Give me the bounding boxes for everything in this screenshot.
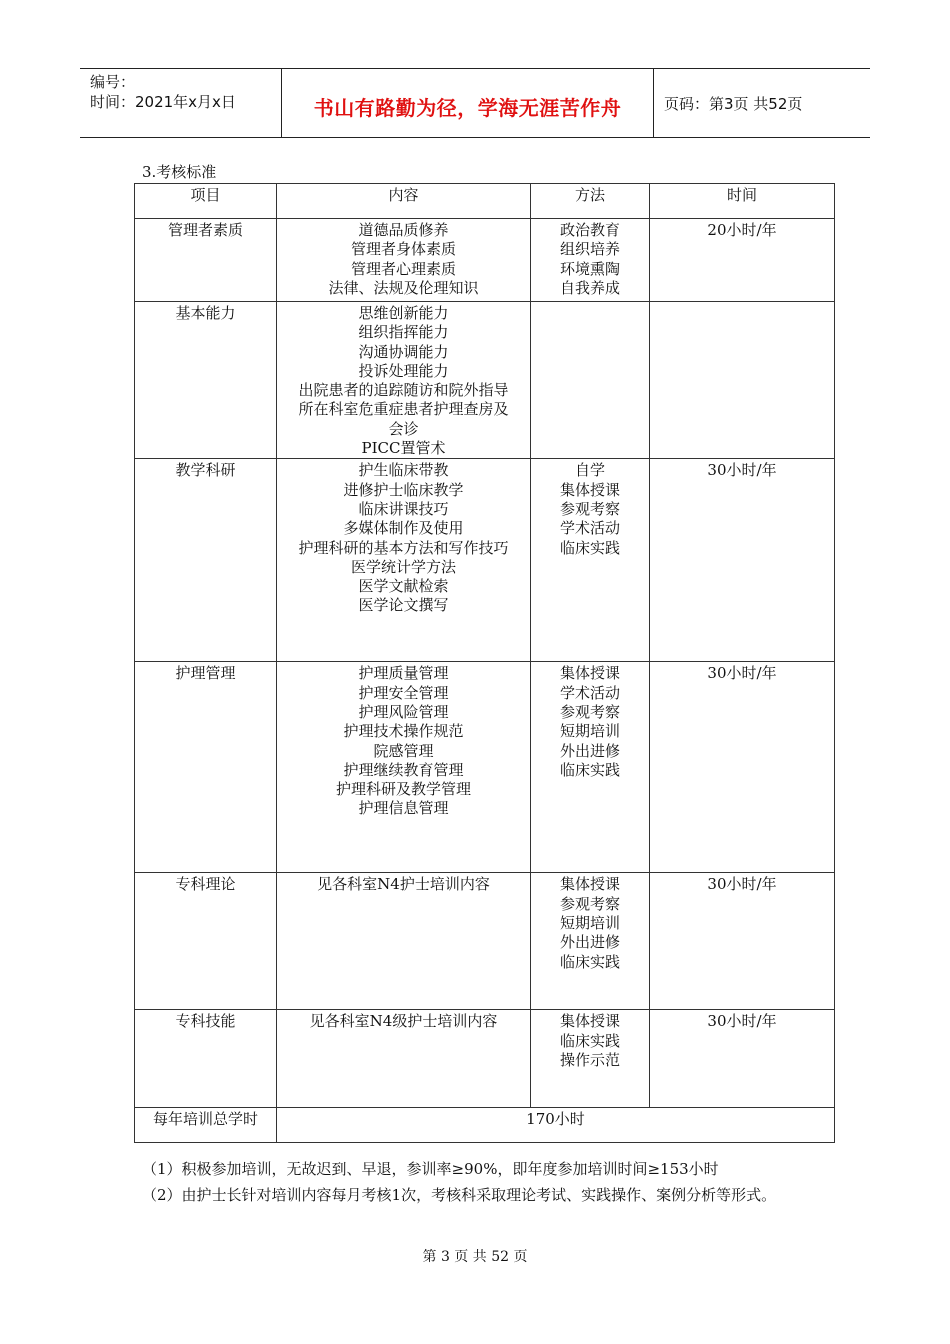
- content-line: 沟通协调能力: [358, 342, 449, 361]
- method-line: 外出进修: [559, 741, 620, 760]
- method-line: 临床实践: [559, 952, 620, 971]
- row-content: [277, 1010, 531, 1108]
- content-line: 思维创新能力: [358, 304, 449, 322]
- column-header-item: 项目: [135, 184, 277, 219]
- row-item: 基本能力: [135, 302, 277, 459]
- row-item: 管理者素质: [135, 219, 277, 302]
- content-line: 临床讲课技巧: [358, 499, 449, 518]
- content-line: 护理安全管理: [358, 683, 449, 702]
- notes: [142, 1156, 822, 1208]
- row-time: 30小时/年: [650, 1010, 835, 1108]
- row-time: 20小时/年: [650, 219, 835, 302]
- total-row: [135, 1108, 835, 1143]
- content-line: 道德品质修养: [358, 221, 449, 239]
- table-row: [135, 459, 835, 662]
- method-line: 操作示范: [559, 1050, 620, 1069]
- method-line: 临床实践: [559, 538, 620, 557]
- row-item: 教学科研: [135, 459, 277, 662]
- content-line: 会诊: [388, 419, 419, 438]
- row-item: 专科理论: [135, 873, 277, 1010]
- content-line: 进修护士临床教学: [343, 480, 464, 499]
- note-item: （1）积极参加培训，无故迟到、早退，参训率≥90%，即年度参加培训时间≥153小时: [142, 1160, 719, 1178]
- content-line: 医学统计学方法: [350, 557, 456, 576]
- method-line: 自我养成: [559, 278, 620, 297]
- content-line: 管理者身体素质: [350, 240, 456, 259]
- method-line: 学术活动: [559, 519, 620, 538]
- content-line: PICC置管术: [361, 439, 446, 458]
- method-line: 集体授课: [559, 480, 620, 499]
- method-line: 集体授课: [559, 664, 620, 683]
- content-line: 出院患者的追踪随访和院外指导: [298, 381, 509, 400]
- method-line: 短期培训: [559, 913, 620, 932]
- row-method: [531, 302, 650, 459]
- row-item: 专科技能: [135, 1010, 277, 1108]
- content-line: 医学文献检索: [358, 577, 449, 596]
- code-label: 编号：: [90, 73, 136, 91]
- content-line: 组织指挥能力: [358, 323, 449, 342]
- table-row: [135, 662, 835, 873]
- method-line: 参观考察: [559, 894, 620, 913]
- header-page-info: 页码：第3页 共52页: [664, 94, 803, 113]
- row-method: [531, 459, 650, 662]
- method-line: 学术活动: [559, 683, 620, 702]
- table-row: [135, 873, 835, 1010]
- content-line: 所在科室危重症患者护理查房及: [298, 400, 509, 419]
- row-time: 30小时/年: [650, 873, 835, 1010]
- method-line: 自学: [574, 461, 605, 480]
- page-footer: 第 3 页 共 52 页: [422, 1249, 528, 1265]
- header-motto: 书山有路勤为径，学海无涯苦作舟: [282, 69, 654, 137]
- row-time: 30小时/年: [650, 662, 835, 873]
- method-line: 临床实践: [559, 1031, 620, 1050]
- row-item: 护理管理: [135, 662, 277, 873]
- method-line: 临床实践: [559, 760, 620, 779]
- content-line: 医学论文撰写: [358, 596, 449, 615]
- method-line: 外出进修: [559, 933, 620, 952]
- method-line: 短期培训: [559, 722, 620, 741]
- content-line: 见各科室N4级护士培训内容: [309, 1012, 498, 1031]
- row-content: [277, 873, 531, 1010]
- method-line: 参观考察: [559, 702, 620, 721]
- table-header-row: [135, 184, 835, 219]
- content-line: 护理科研及教学管理: [335, 780, 471, 799]
- method-line: 集体授课: [559, 875, 620, 894]
- table-row: [135, 219, 835, 302]
- row-content: [277, 219, 531, 302]
- content-line: 护理技术操作规范: [343, 722, 464, 741]
- content-line: 护理科研的基本方法和写作技巧: [298, 538, 509, 557]
- content-line: 护理风险管理: [358, 702, 449, 721]
- note-item: （2）由护士长针对培训内容每月考核1次，考核科采取理论考试、实践操作、案例分析等形式。: [142, 1186, 777, 1204]
- row-time: [650, 302, 835, 459]
- total-label: 每年培训总学时: [135, 1108, 277, 1143]
- row-method: [531, 1010, 650, 1108]
- row-content: [277, 662, 531, 873]
- header-meta: [80, 69, 282, 137]
- content-line: 护理继续教育管理: [343, 760, 464, 779]
- content-line: 法律、法规及伦理知识: [328, 278, 479, 297]
- row-method: [531, 662, 650, 873]
- date-label: 时间：2021年x月x日: [90, 93, 236, 111]
- assessment-table: [134, 183, 835, 1143]
- total-value: 170小时: [277, 1108, 835, 1143]
- method-line: 参观考察: [559, 499, 620, 518]
- table-row: [135, 1010, 835, 1108]
- method-line: 集体授课: [559, 1012, 620, 1031]
- method-line: 政治教育: [559, 221, 620, 239]
- content-line: 护理质量管理: [358, 664, 449, 683]
- content-line: 护理信息管理: [358, 799, 449, 818]
- page-header: [80, 68, 870, 138]
- table-row: [135, 302, 835, 459]
- row-method: [531, 219, 650, 302]
- row-method: [531, 873, 650, 1010]
- method-line: 组织培养: [559, 240, 620, 259]
- content-line: 见各科室N4护士培训内容: [317, 875, 490, 894]
- row-time: 30小时/年: [650, 459, 835, 662]
- content-line: 管理者心理素质: [350, 259, 456, 278]
- section-title: 3.考核标准: [142, 163, 217, 181]
- content-line: 护生临床带教: [358, 461, 449, 480]
- row-content: [277, 302, 531, 459]
- method-line: 环境熏陶: [559, 259, 620, 278]
- column-header-content: 内容: [277, 184, 531, 219]
- column-header-time: 时间: [650, 184, 835, 219]
- content-line: 多媒体制作及使用: [343, 519, 464, 538]
- content-line: 投诉处理能力: [358, 361, 449, 380]
- row-content: [277, 459, 531, 662]
- content-line: 院感管理: [373, 741, 434, 760]
- column-header-method: 方法: [531, 184, 650, 219]
